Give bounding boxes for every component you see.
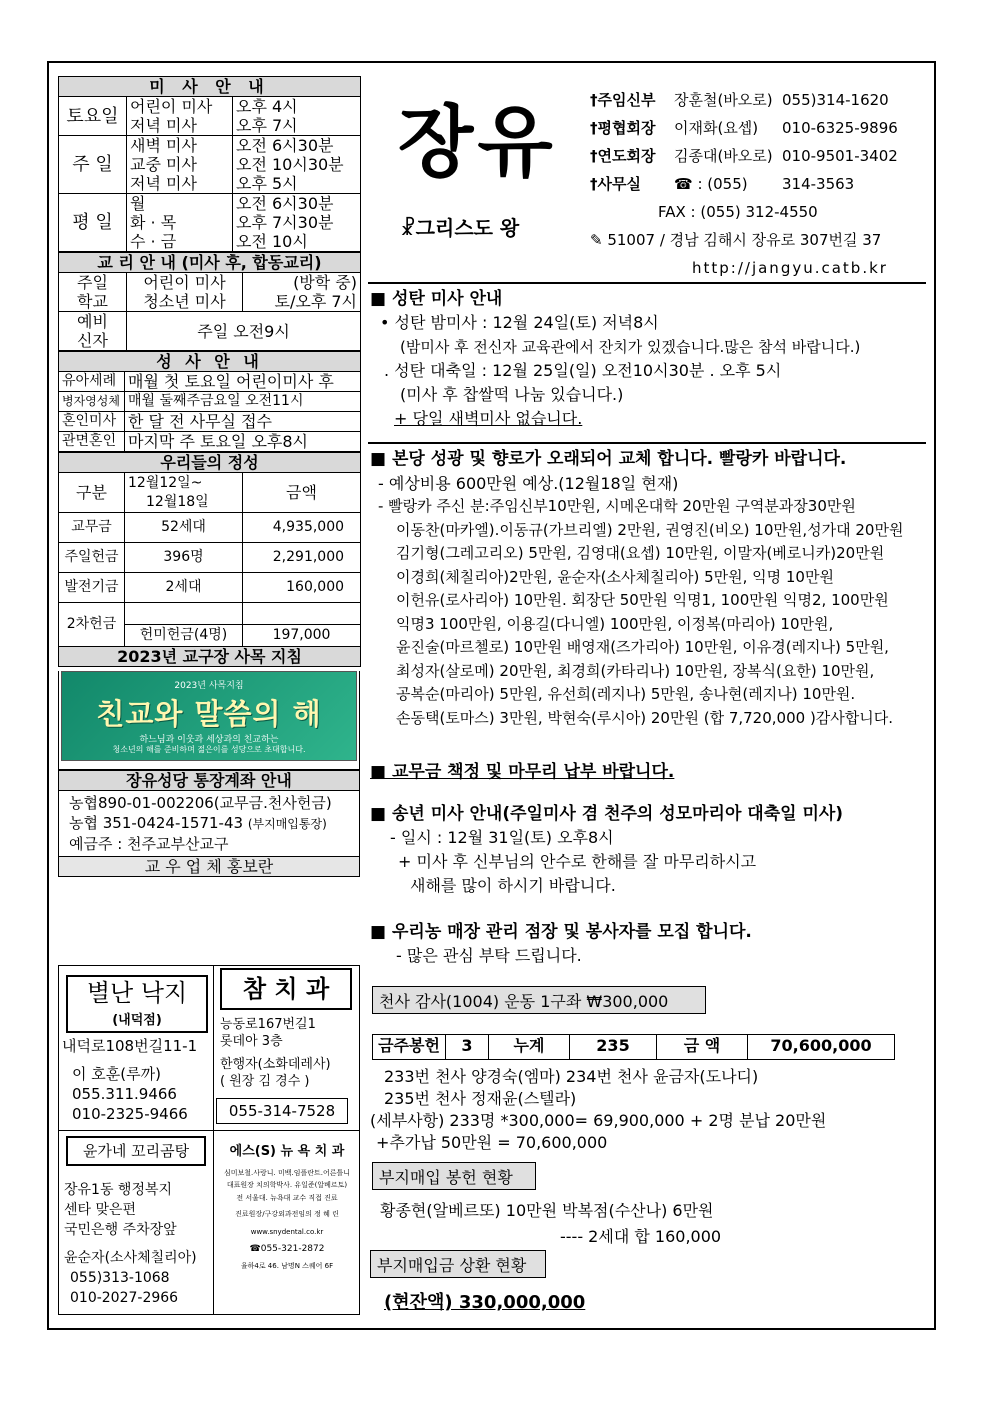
pastoral-title: 2023년 교구장 사목 지침	[59, 647, 361, 667]
bulletin-title: 장유	[398, 98, 557, 188]
angel-summary-table: 금주봉헌 3 누계 235 금 액 70,600,000	[372, 1034, 895, 1060]
contact-row: †연도회장 김종대(바오로) 010-9501-3402	[590, 147, 898, 165]
notice-yearend: ■ 송년 미사 안내(주일미사 겸 천주의 성모마리아 대축일 미사) - 일시 : 12월 31일(토) 오후8시 + 미사 후 신부님의 안수로 한해를 잘 마무리하시고 새해를 많이 하시기 바랍니다.	[370, 804, 844, 895]
notice-dues: ■ 교무금 책정 및 마무리 납부 바랍니다.	[370, 762, 675, 782]
header-divider	[368, 282, 926, 284]
contact-row: †사무실 ☎ : (055) 314-3563	[590, 175, 855, 193]
bank-line: 농협890-01-002206(교무금.천사헌금)	[69, 794, 332, 812]
ad-soup-sign: 윤가네 꼬리곰탕	[66, 1136, 206, 1166]
ad-octopus-info: 내덕로108번길11-1 이 호훈(루까) 055.311.9466 010-2325-9466	[62, 1037, 198, 1123]
ad-octopus-sign: 별난 낙지 (내덕점)	[66, 975, 208, 1033]
ad-ny-dental: 에스(S) 뉴 욕 치 과 심미보철.사랑니. 미백.임플란트.어른틀니 대표원장 치의학박사. 유일준(알베르토) 전 서울대. 뉴욕대 교수 직접 진료 진료원장/구강외과전임의 정 혜 린 www.snydental.co.kr ☎055-321-2872 율하4로 46. 남명N 스퀘어 6F	[223, 1144, 351, 1270]
ad-divider-v	[213, 965, 214, 1315]
mass-table: 미 사 안 내 토요일 어린이 미사 저녁 미사 오후 4시 오후 7시 주 일 새벽 미사 교중 미사 저녁 미사 오전 6시30분 오전 10시30분 오후 5시 평 일 월 화 · 목 수 · 금 오전 6시30분 오후 7시30분 오전 10시	[58, 76, 361, 252]
ad-dental-sign: 참 치 과	[220, 968, 352, 1010]
address-line: ✎ 51007 / 경남 김해시 장유로 307번길 37	[590, 231, 882, 249]
pastoral-banner-cell	[58, 671, 360, 770]
land-repay-box: 부지매입금 상환 현황	[370, 1250, 546, 1278]
pastoral-banner: 2023년 사목지침 친교와 말씀의 해 하느님과 이웃과 세상과의 친교하는 청소년의 해를 준비하며 젊은이를 성당으로 초대합니다.	[61, 671, 357, 761]
notice-monstrance: ■ 본당 성광 및 향로가 오래되어 교체 합니다. 빨랑카 바랍니다. - 예상비용 600만원 예상.(12월18일 현재) - 빨랑카 주신 분:주임신부10만원, 시메온대학 20만원 구역분과장30만원 이동찬(마카엘).이동규(가브리엘) 2만원, 권영진(비오) 10만원,성가대 20만원 김기형(그레고리오) 5만원, 김영대(요셉) 10만원, 이말자(베로니카)20만원 이경희(체칠리아)2만원, 윤순자(소사체칠리아) 5만원, 익명 10만원 이헌유(로사리아) 10만원. 회장단 50만원 익명1, 100만원 익명2, 100만원 익명3 100만원, 이용길(다니엘) 100만원, 이정복(마리아) 10만원, 윤진술(마르첼로) 10만원 배영재(즈가리아) 10만원, 이유경(레지나) 5만원, 최성자(살로메) 20만원, 최경희(카타리나) 10만원, 장복식(요한) 10만원, 공복순(마리아) 5만원, 유선희(레지나) 5만원, 송나현(레지나) 10만원. 손동택(토마스) 3만원, 박현숙(루시아) 20만원 (합 7,720,000 )감사합니다.	[370, 449, 904, 727]
fax-line: FAX : (055) 312-4550	[658, 203, 818, 221]
bank-line: 농협 351-0424-1571-43 (부지매입통장)	[69, 814, 327, 832]
divider	[368, 442, 926, 444]
sacrament-table: 성 사 안 내 유아세례 매월 첫 토요일 어린이미사 후 병자영성체 매월 둘째주금요일 오전11시 혼인미사 한 달 전 사무실 접수 관면혼인 마지막 주 토요일 오후8시	[58, 351, 361, 452]
location-icon: ✎	[590, 231, 608, 249]
land-offer-lines: 황종현(알베르또) 10만원 박복점(수산나) 6만원 ---- 2세대 합 160,000	[380, 1201, 722, 1246]
land-balance: (현잔액) 330,000,000	[384, 1292, 586, 1313]
bulletin-subtitle: ☧그리스도 왕	[400, 216, 520, 240]
ad-divider-h	[58, 1130, 360, 1131]
left-column	[58, 76, 360, 877]
angel-details: 233번 천사 양경숙(엠마) 234번 천사 윤금자(도나디) 235번 천사 정재윤(스텔라) (세부사항) 233명 *300,000= 69,900,000 + 2명 분납 20만원 +추가납 50만원 = 70,600,000	[370, 1067, 827, 1152]
offering-table: 우리들의 정성 구분 12월12일~ 12월18일 금액 교무금 52세대 4,935,000 주일헌금 396명 2,291,000 발전기금 2세대 160,000 2차헌금 헌미헌금(4명) 197,000 2023년 교구장 사목 지침	[58, 452, 361, 667]
contact-row: †평협회장 이재화(요셉) 010-6325-9896	[590, 119, 898, 137]
mass-title: 미 사 안 내	[59, 77, 361, 97]
ad-soup-info: 장유1동 행정복지 센타 맞은편 국민은행 주차장앞 윤순자(소사체칠리아) 055)313-1068 010-2027-2966	[64, 1182, 197, 1306]
land-offer-box: 부지매입 봉헌 현황	[372, 1162, 536, 1190]
notice-christmas: ■ 성탄 미사 안내 • 성탄 밤미사 : 12월 24일(토) 저녁8시 (밤미사 후 전신자 교육관에서 잔치가 있겠습니다.많은 참석 바랍니다.) . 성탄 대축일 : 12월 25일(일) 오전10시30분 . 오후 5시 (미사 후 찹쌀떡 나눔 있습니다.) + 당일 새벽미사 없습니다.	[370, 289, 861, 428]
ad-dental-info: 능동로167번길1 롯데아 3층 한행자(소화데레사) ( 원장 김 경수 )	[220, 1017, 331, 1089]
catechism-table: 교 리 안 내 (미사 후, 합동교리) 주일 학교 어린이 미사 청소년 미사 (방학 중) 토/오후 7시 예비 신자 주일 오전9시	[58, 252, 361, 351]
contact-list	[590, 86, 920, 282]
bank-line: 예금주 : 천주교부산교구	[69, 835, 229, 853]
notice-woorinong: ■ 우리농 매장 관리 점장 및 봉사자를 모집 합니다. - 많은 관심 부탁 드립니다.	[370, 922, 752, 965]
contact-row: †주임신부 장훈철(바오로) 055)314-1620	[590, 91, 889, 109]
ads-title: 교 우 업 체 홍보란	[59, 857, 360, 877]
ad-dental-phone: 055-314-7528	[216, 1098, 348, 1124]
website-url[interactable]: http://jangyu.catb.kr	[692, 259, 888, 277]
angel-campaign-box: 천사 감사(1004) 운동 1구좌 ₩300,000	[372, 986, 706, 1014]
bank-table: 장유성당 통장계좌 안내 농협890-01-002206(교무금.천사헌금) 농협 351-0424-1571-43 (부지매입통장) 예금주 : 천주교부산교구 교 우 업 체 홍보란	[58, 770, 360, 877]
